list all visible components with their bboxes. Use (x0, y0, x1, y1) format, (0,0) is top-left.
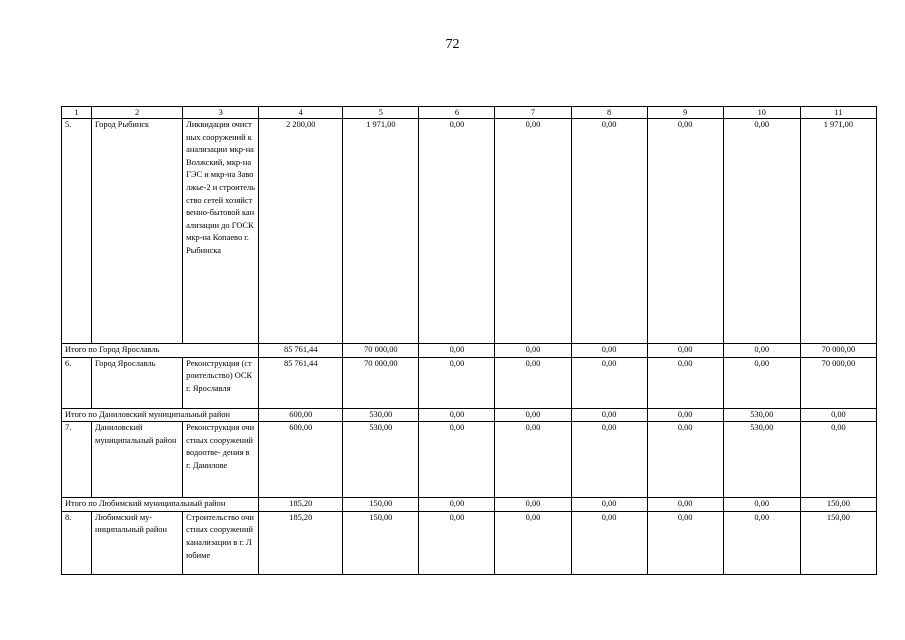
value-cell: 70 000,00 (800, 344, 876, 358)
value-cell: 0,00 (495, 511, 571, 574)
value-cell: 85 761,44 (259, 357, 343, 408)
column-header: 2 (92, 107, 183, 119)
column-header: 4 (259, 107, 343, 119)
value-cell: 185,20 (259, 511, 343, 574)
column-header: 11 (800, 107, 876, 119)
value-cell: 70 000,00 (343, 344, 419, 358)
municipality-name: Город Рыбинск (92, 119, 183, 344)
row-number: 8. (62, 511, 92, 574)
value-cell: 600,00 (259, 422, 343, 498)
value-cell: 0,00 (647, 511, 723, 574)
value-cell: 0,00 (419, 344, 495, 358)
value-cell: 0,00 (419, 422, 495, 498)
column-header: 5 (343, 107, 419, 119)
value-cell: 0,00 (495, 357, 571, 408)
subtotal-label: Итого по Любимский муниципальный район (62, 498, 259, 512)
value-cell: 530,00 (723, 408, 800, 422)
value-cell: 150,00 (800, 498, 876, 512)
value-cell: 2 200,00 (259, 119, 343, 344)
table-row (62, 511, 877, 574)
table-row (62, 422, 877, 498)
value-cell: 0,00 (571, 119, 647, 344)
value-cell: 150,00 (343, 498, 419, 512)
project-description: Реконструкция очистных сооружений водоотве- дения в г. Данилове (183, 422, 259, 498)
project-description: Реконструкция (строительство) ОСК г. Ярославля (183, 357, 259, 408)
project-description: Ликвидация очистных сооружений канализации мкр-на Волжский, мкр-на ГЭС и мкр-на Заволжье-2 и строительство сетей хозяйственно-бытовой канализации до ГОСК мкр-на Копаево г. Рыбинска (183, 119, 259, 344)
value-cell: 0,00 (800, 408, 876, 422)
value-cell: 0,00 (571, 422, 647, 498)
column-header: 3 (183, 107, 259, 119)
value-cell: 150,00 (343, 511, 419, 574)
column-header: 1 (62, 107, 92, 119)
value-cell: 70 000,00 (343, 357, 419, 408)
value-cell: 0,00 (571, 511, 647, 574)
row-number: 5. (62, 119, 92, 344)
value-cell: 0,00 (647, 422, 723, 498)
municipality-name: Даниловский муниципальный район (92, 422, 183, 498)
value-cell: 0,00 (723, 344, 800, 358)
municipality-name: Город Ярославль (92, 357, 183, 408)
value-cell: 600,00 (259, 408, 343, 422)
value-cell: 0,00 (495, 344, 571, 358)
value-cell: 1 971,00 (800, 119, 876, 344)
data-table (61, 106, 877, 575)
project-description: Строительство очистных сооружений канализации в г. Любиме (183, 511, 259, 574)
value-cell: 0,00 (647, 498, 723, 512)
value-cell: 0,00 (571, 498, 647, 512)
value-cell: 0,00 (723, 119, 800, 344)
header-row (62, 107, 877, 119)
subtotal-row (62, 498, 877, 512)
value-cell: 0,00 (419, 119, 495, 344)
value-cell: 0,00 (571, 408, 647, 422)
column-header: 7 (495, 107, 571, 119)
value-cell: 0,00 (419, 357, 495, 408)
column-header: 6 (419, 107, 495, 119)
value-cell: 185,20 (259, 498, 343, 512)
column-header: 10 (723, 107, 800, 119)
value-cell: 530,00 (343, 422, 419, 498)
value-cell: 0,00 (495, 408, 571, 422)
value-cell: 0,00 (571, 344, 647, 358)
row-number: 7. (62, 422, 92, 498)
value-cell: 0,00 (495, 119, 571, 344)
value-cell: 1 971,00 (343, 119, 419, 344)
subtotal-label: Итого по Даниловский муниципальный район (62, 408, 259, 422)
value-cell: 0,00 (723, 357, 800, 408)
value-cell: 0,00 (419, 498, 495, 512)
value-cell: 530,00 (723, 422, 800, 498)
value-cell: 0,00 (647, 357, 723, 408)
value-cell: 150,00 (800, 511, 876, 574)
value-cell: 0,00 (647, 119, 723, 344)
column-header: 9 (647, 107, 723, 119)
value-cell: 0,00 (723, 498, 800, 512)
value-cell: 70 000,00 (800, 357, 876, 408)
table-row (62, 357, 877, 408)
table-row (62, 119, 877, 344)
row-number: 6. (62, 357, 92, 408)
value-cell: 0,00 (647, 344, 723, 358)
value-cell: 0,00 (800, 422, 876, 498)
municipality-name: Любимский му- ниципальный район (92, 511, 183, 574)
value-cell: 0,00 (419, 511, 495, 574)
value-cell: 0,00 (647, 408, 723, 422)
value-cell: 85 761,44 (259, 344, 343, 358)
page-number: 72 (445, 37, 460, 52)
value-cell: 530,00 (343, 408, 419, 422)
column-header: 8 (571, 107, 647, 119)
subtotal-row (62, 344, 877, 358)
value-cell: 0,00 (495, 498, 571, 512)
value-cell: 0,00 (419, 408, 495, 422)
value-cell: 0,00 (495, 422, 571, 498)
value-cell: 0,00 (571, 357, 647, 408)
subtotal-row (62, 408, 877, 422)
subtotal-label: Итого по Город Ярославль (62, 344, 259, 358)
value-cell: 0,00 (723, 511, 800, 574)
